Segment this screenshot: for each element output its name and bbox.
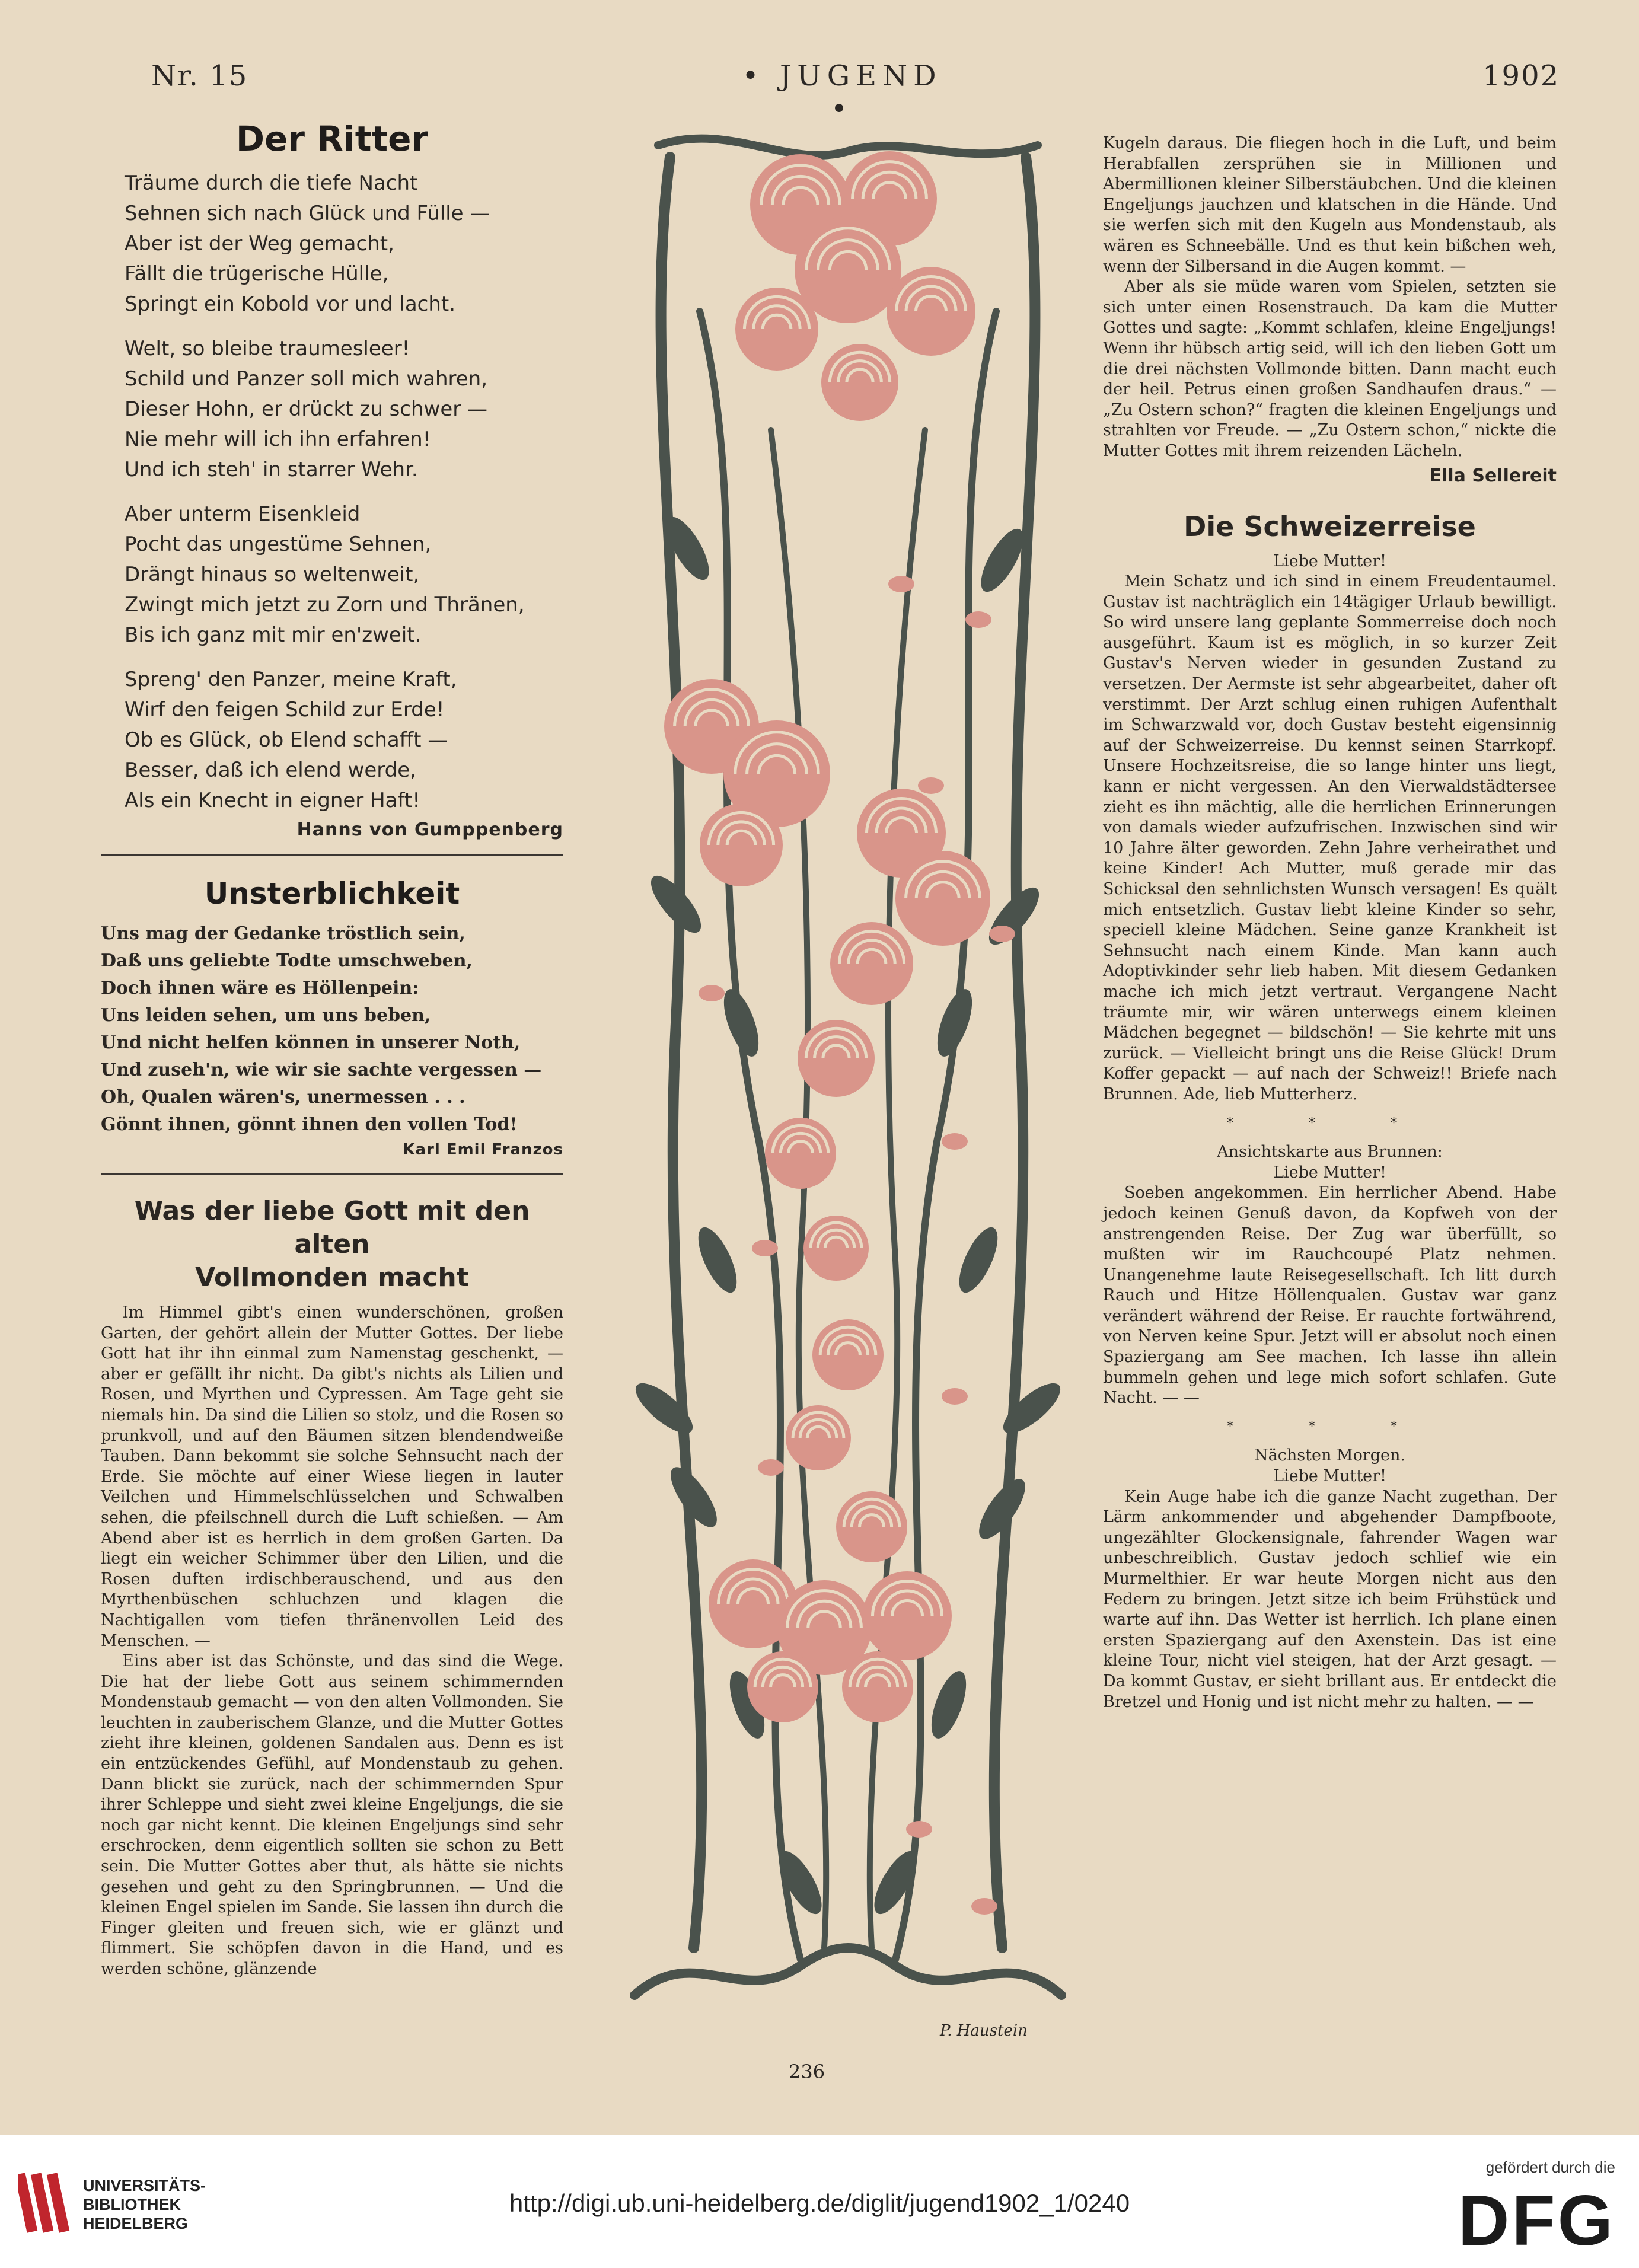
poem-line: Uns leiden sehen, um uns beben, — [101, 1005, 431, 1026]
leaf — [996, 1376, 1067, 1441]
story-vollmonden-text — [101, 1303, 563, 1980]
salutation: Liebe Mutter! — [1273, 551, 1386, 570]
poem-title-der-ritter: Der Ritter — [235, 119, 429, 159]
poem-line: Ob es Glück, ob Elend schafft — — [125, 728, 448, 752]
rose — [747, 1651, 818, 1722]
poem-line: Spreng' den Panzer, meine Kraft, — [125, 668, 457, 691]
poem-line: Bis ich ganz mit mir en'zweit. — [125, 623, 422, 647]
paragraph: Kein Auge habe ich die ganze Nacht zugethan. Der Lärm ankommender und abgehender Dampfboote, ungezählter Glockensignale, fahrender Wagen war unbeschreiblich. Gustav jedoch schlief wie ein Murmelthier. Er war heute Morgen nicht aus den Federn zu bringen. Jetzt sitze ich beim Frühstück und warte auf ihn. Das Wetter ist herrlich. Ich plane einen ersten Spaziergang auf den Axenstein. Das ist eine kleine Tour, nicht viel steigen, hat der Arzt gesagt. — Da kommt Gustav, er sieht brillant aus. Er entdeckt die Bretzel und Honig und ist nicht mehr zu halten. — — — [1103, 1487, 1557, 1711]
poem-line: Uns mag der Gedanke tröstlich sein, — [101, 923, 465, 944]
petal — [918, 777, 944, 794]
petal — [752, 1240, 778, 1256]
right-column — [1103, 133, 1557, 1712]
petal — [942, 1388, 968, 1405]
date-heading: Nächsten Morgen. — [1254, 1446, 1405, 1465]
story-title-schweizerreise: Die Schweizerreise — [1184, 510, 1476, 543]
poem-line: Und nicht helfen können in unserer Noth, — [101, 1032, 521, 1053]
leaf — [930, 985, 979, 1061]
rose — [863, 1571, 952, 1660]
rose — [812, 1319, 884, 1390]
poem-author-franzos: Karl Emil Franzos — [403, 1141, 563, 1159]
stanza — [125, 168, 563, 320]
poem-line: Pocht das ungestüme Sehnen, — [125, 532, 432, 556]
stem — [661, 157, 702, 1948]
rose-vine-illustration — [623, 133, 1073, 2019]
leaf — [717, 985, 766, 1061]
rose — [821, 344, 898, 421]
leaf — [866, 1845, 924, 1920]
petal — [989, 926, 1015, 942]
rose — [786, 1405, 851, 1470]
rose — [700, 803, 783, 886]
poem-line: Welt, so bleibe traumesleer! — [125, 337, 410, 361]
poem-line: Springt ein Kobold vor und lacht. — [125, 292, 456, 316]
institution-line: BIBLIOTHEK — [83, 2196, 181, 2213]
poem-line: Und zuseh'n, wie wir sie sachte vergessen — — [101, 1060, 542, 1080]
leaf — [924, 1667, 973, 1743]
divider — [101, 1173, 563, 1175]
dfg-logo: DFG — [1458, 2181, 1615, 2260]
petal — [888, 576, 914, 592]
year: 1902 — [1482, 59, 1560, 92]
leaf — [629, 1376, 700, 1441]
artist-credit: P. Haustein — [940, 2022, 1028, 2040]
rose — [830, 922, 913, 1005]
poem-line: Träume durch die tiefe Nacht — [125, 171, 418, 195]
leaf — [952, 1222, 1006, 1297]
section-stars: * * * — [1227, 1115, 1433, 1131]
poem-author-gumppenberg: Hanns von Gumppenberg — [296, 819, 563, 840]
petal — [965, 611, 991, 628]
magazine-title: • JUGEND • — [742, 59, 942, 126]
card-heading: Ansichtskarte aus Brunnen: — [1217, 1143, 1443, 1162]
poem-line: Schild und Panzer soll mich wahren, — [125, 367, 488, 391]
poem-line: Oh, Qualen wären's, unermessen . . . — [101, 1087, 465, 1108]
salutation: Liebe Mutter! — [1273, 1467, 1386, 1486]
petal — [699, 985, 725, 1001]
rose — [887, 267, 975, 356]
poem-line: Aber ist der Weg gemacht, — [125, 232, 394, 256]
rose — [735, 288, 818, 371]
story-title-line: Vollmonden macht — [195, 1262, 469, 1293]
poem-line: Gönnt ihnen, gönnt ihnen den vollen Tod! — [101, 1114, 518, 1135]
divider — [101, 854, 563, 856]
left-column — [101, 119, 563, 1980]
rose — [803, 1216, 869, 1281]
petal — [942, 1133, 968, 1150]
poem-line: Dieser Hohn, er drückt zu schwer — — [125, 397, 488, 421]
institution-line: HEIDELBERG — [83, 2215, 189, 2232]
salutation: Liebe Mutter! — [1273, 1163, 1386, 1182]
institution-line: UNIVERSITÄTS- — [83, 2177, 206, 2194]
paragraph: Kugeln daraus. Die fliegen hoch in die Luft, und beim Herabfallen zersprühen sie in Millionen und Abermillionen kleiner Silberstäubchen. Und die kleinen Engeljungs jauchzen und klatschen in die Hände. Und sie werfen sich mit den Kugeln aus Mondenstaub, als wären es Schneebälle. Und es thut kein bißchen weh, wenn der Silbersand in die Augen kommt. — — [1103, 134, 1557, 276]
poem-line: Doch ihnen wäre es Höllenpein: — [101, 978, 419, 999]
rose — [798, 1020, 875, 1097]
paragraph: Aber als sie müde waren vom Spielen, setzten sie sich unter einen Rosenstrauch. Da kam die Mutter Gottes und sagte: „Kommt schlafen, kleine Engeljungs! Wenn ihr hübsch artig seid, will ich den lieben Gott um die drei nächsten Vollmonde bitten. Dann macht euch der heil. Petrus einen großen Sandhaufen draus.“ — „Zu Ostern schon?“ fragten die kleinen Engeljungs und strahlten vor Freude. — „Zu Ostern schon,“ nickte die Mutter Gottes mit ihrem reizenden Lächeln. — [1103, 277, 1557, 460]
story-title-line: Was der liebe Gott mit den alten — [134, 1196, 530, 1259]
petal — [758, 1459, 784, 1476]
poem-line: Daß uns geliebte Todte umschweben, — [101, 950, 473, 971]
stem — [658, 139, 1038, 155]
poem-unsterblichkeit — [101, 920, 563, 1138]
stem — [994, 157, 1035, 1948]
stanza — [125, 499, 563, 650]
poem-line: Als ein Knecht in eigner Haft! — [125, 789, 420, 812]
poem-line: Drängt hinaus so weltenweit, — [125, 563, 420, 586]
poem-line: Wirf den feigen Schild zur Erde! — [125, 698, 445, 722]
footer-bar — [0, 2135, 1639, 2268]
poem-line: Besser, daß ich elend werde, — [125, 758, 416, 782]
petal — [906, 1821, 932, 1838]
poem-line: Aber unterm Eisenkleid — [125, 502, 361, 526]
poem-der-ritter — [101, 168, 563, 816]
issue-number: Nr. 15 — [151, 59, 248, 92]
rose — [836, 1491, 907, 1562]
story-author-sellereit: Ella Sellereit — [1429, 465, 1557, 486]
poem-line: Fällt die trügerische Hülle, — [125, 262, 389, 286]
poem-title-unsterblichkeit: Unsterblichkeit — [204, 876, 460, 911]
leaf — [771, 1845, 830, 1920]
stanza — [125, 334, 563, 485]
poem-line: Zwingt mich jetzt zu Zorn und Thränen, — [125, 593, 525, 617]
rose — [765, 1118, 836, 1189]
paragraph: Mein Schatz und ich sind in einem Freudentaumel. Gustav ist nachträglich ein 14tägiger Urlaub bewilligt. So wird unsere lang geplante Sommerreise doch noch ausgeführt. Kaum ist es möglich, in so kurzer Zeit Gustav's Nerven wieder in gesunden Zustand zu versetzen. Der Aermste ist sehr abgearbeitet, daher oft verstimmt. Der Arzt schlug einen ruhigen Aufenthalt im Schwarzwald vor, doch Gustav besteht eigensinnig auf der Schweizerreise. Du kennst seinen Starrkopf. Unsere Hochzeitsreise, die so lange hinter uns liegt, kann er nicht vergessen. An den Vierwaldstädtersee zieht es ihn mächtig, alle die herrlichen Erinnerungen von damals wieder aufzufrischen. Inzwischen sind wir 10 Jahre älter geworden. Zehn Jahre verheirathet und keine Kinder! Ach Mutter, muß gerade mir das Schicksal den sehnlichsten Wunsch versagen! Es quält mich entsetzlich. Gustav liebt kleine Kinder so sehr, speciell kleine Mädchen. Seine ganze Krankheit ist Sehnsucht nach einem Kinde. Man kann auch Adoptivkinder sehr lieb haben. Mit diesem Gedanken mache ich mich jetzt vertraut. Vergangene Nacht träumte mir, wir wären unterwegs einem kleinen Mädchen begegnet — bildschön! — Sie kehrte mit uns zurück. — Vielleicht bringt uns die Reise Glück! Drum Koffer gepackt — auf nach der Schweiz!! Briefe nach Brunnen. Ade, lieb Mutterherz. — [1103, 572, 1557, 1103]
rose — [895, 851, 990, 946]
base-curl — [634, 1948, 1061, 1995]
petal — [971, 1898, 997, 1915]
page-number: 236 — [789, 2060, 825, 2083]
source-url-link[interactable]: http://digi.ub.uni-heidelberg.de/diglit/jugend1902_1/0240 — [509, 2189, 1130, 2217]
poem-line: Und ich steh' in starrer Wehr. — [125, 458, 418, 481]
paragraph: Soeben angekommen. Ein herrlicher Abend. Habe jedoch keinen Genuß davon, da Kopfweh von der anstrengenden Reise. Der Zug war überfüllt, so mußten wir im Rauchcoupé Platz nehmen. Unangenehme laute Reisegesellschaft. Ich litt durch Rauch und Hitze Höllenqualen. Gustav war ganz verändert während der Reise. Er rauchte fortwährend, von Nerven keine Spur. Jetzt will er absolut noch einen Spaziergang am See machen. Ich lasse ihn allein bummeln gehen und lege mich sofort schlafen. Gute Nacht. — — — [1103, 1184, 1557, 1408]
paragraph: Eins aber ist das Schönste, und das sind die Wege. Die hat der liebe Gott aus seinem schimmernden Mondenstaub gemacht — von den alten Vollmonden. Sie leuchten in zauberischem Glanze, und die Mutter Gottes zieht ihre kleinen, goldenen Sandalen aus. Denn es ist ein entzückendes Gefühl, auf Mondenstaub zu gehen. Dann blickt sie zurück, nach der schimmernden Spur ihrer Schleppe und sieht zwei kleine Engeljungs, die sie noch gar nicht kennt. Die kleinen Engeljungs sind sehr erschrocken, denn eigentlich sollten sie schon zu Bett sein. Die Mutter Gottes aber thut, als hätte sie nichts gesehen und geht zu den Springbrunnen. — Und die kleinen Engel spielen im Sande. Sie lassen ihn durch die Finger gleiten und freuen sich, wie er glänzt und flimmert. Sie schöpfen davon in die Hand, und es werden schöne, glänzende — [101, 1652, 563, 1978]
stanza — [125, 665, 563, 816]
story-vollmonden-continued — [1103, 133, 1557, 462]
story-schweizerreise-text — [1103, 551, 1557, 1713]
poem-line: Nie mehr will ich ihn erfahren! — [125, 428, 431, 451]
poem-line: Sehnen sich nach Glück und Fülle — — [125, 202, 490, 225]
story-title-vollmonden — [101, 1195, 563, 1294]
leaf — [691, 1222, 745, 1297]
rose — [842, 1651, 913, 1722]
paragraph: Im Himmel gibt's einen wunderschönen, großen Garten, der gehört allein der Mutter Gottes. Der liebe Gott hat ihr ihn einmal zum Namenstag geschenkt, — aber er gefällt ihr nicht. Da gibt's nichts als Lilien und Rosen, und Myrthen und Cypressen. Am Tage geht sie niemals hin. Da sind die Lilien so stolz, und die Rosen so prunkvoll, und auf den Bäumen sitzen blendendweiße Tauben. Dann bekommt sie solche Sehnsucht nach der Erde. Sie möchte auf einer Wiese liegen in lauter Veilchen und Himmelschlüsselchen und Schwalben sehen, die pfeilschnell durch die Luft schießen. — Am Abend aber ist es herrlich in dem großen Garten. Da liegt ein weicher Schimmer über den Lilien, und die Rosen duften irdischberauschend, und aus den Myrthenbüschen schluchzen und klagen die Nachtigallen vom tiefen thränenvollen Leid des Menschen. — — [101, 1303, 563, 1650]
section-stars: * * * — [1227, 1419, 1433, 1434]
funded-by-label: gefördert durch die — [1485, 2158, 1615, 2176]
